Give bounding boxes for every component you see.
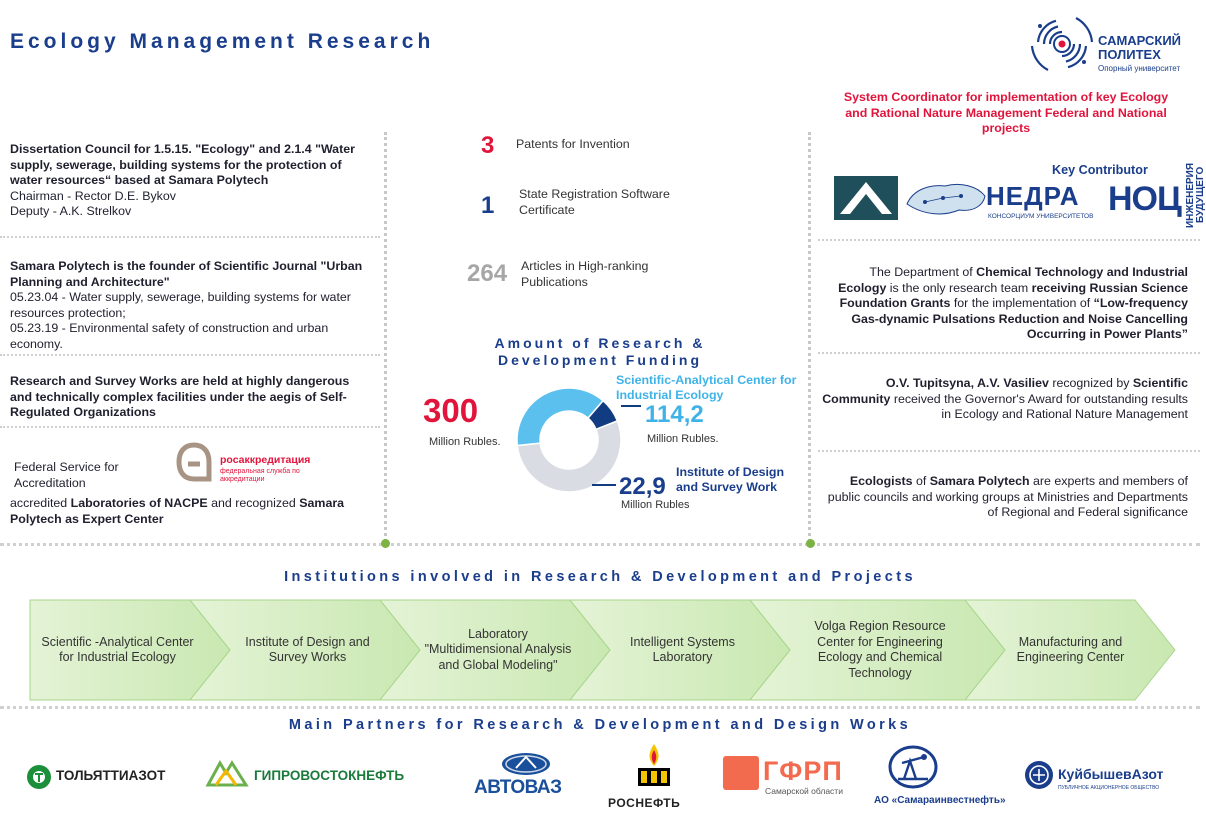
rosaccreditation-icon (176, 442, 212, 482)
total-funding-unit: Million Rubles. (429, 436, 501, 448)
giprovostokneft-icon (206, 759, 248, 787)
page-title: Ecology Management Research (10, 30, 435, 53)
accreditation-text: accredited Laboratories of NACPE and recognized Samara Polytech as Expert Center (10, 496, 345, 526)
stat-software-number: 1 (481, 192, 495, 219)
funding-title: Amount of Research & Development Funding (494, 335, 706, 368)
noc-vertical-text: ИНЖЕНЕРИЯ БУДУЩЕГО (1185, 162, 1206, 228)
partner-emblem-logo (834, 176, 898, 220)
center-funding-value: 114,2 (645, 401, 704, 428)
partner-gfrp: ГФРП Самарской области (723, 756, 853, 798)
togliattiazot-icon (26, 764, 52, 790)
partner-togliattiazot: ТОЛЬЯТТИАЗОТ (26, 762, 226, 792)
logo-subtitle: Опорный университет (1098, 64, 1181, 73)
samara-polytech-logo (1028, 12, 1194, 76)
partner-rosneft: РОСНЕФТЬ (605, 742, 705, 812)
right-column-divider (808, 132, 811, 542)
avtovaz-icon (500, 752, 552, 776)
partner-giprovostokneft: ГИПРОВОСТОКНЕФТЬ (206, 757, 446, 793)
stat-patents-label: Patents for Invention (516, 137, 630, 151)
kuibyshevazot-icon (1024, 760, 1054, 790)
left-separator-2 (0, 354, 380, 356)
right-separator-2 (818, 352, 1200, 354)
institute-funding-value: 22,9 (619, 473, 666, 500)
institute-funding-name: Institute of Design and Survey Work (676, 465, 785, 494)
key-contributor-label: Key Contributor (1052, 163, 1148, 177)
nedra-subtitle: КОНСОРЦИУМ УНИВЕРСИТЕТОВ (988, 213, 1094, 220)
nedra-logo: НЕДРА (986, 181, 1080, 211)
stat-software-label: State Registration Software Certificate (519, 187, 670, 217)
department-grants: The Department of Chemical Technology and Industrial Ecology is the only research team receiving Russian Science Foundation Grants for the implementation of “Low-frequency Gas-dynamic Pulsations Reduction and Noise Cancelling Occurring in Power Plants” (838, 265, 1188, 341)
noc-logo: НОЦ (1108, 180, 1181, 218)
stat-articles-number: 264 (467, 260, 508, 287)
divider-dot-right (806, 539, 815, 548)
institution-item: Laboratory "Multidimensional Analysis and Global Modeling" (424, 626, 572, 672)
institution-item: Intelligent Systems Laboratory (630, 634, 735, 664)
institute-funding-unit: Million Rubles (621, 499, 690, 511)
partner-samarainvestneft: АО «Самараинвестнефть» (874, 745, 1014, 815)
accreditation-service: Federal Service for Accreditation (14, 460, 119, 490)
horizontal-divider (0, 543, 1200, 546)
institutions-chevrons (30, 600, 1180, 700)
stat-articles-label: Articles in High-ranking Publications (521, 259, 649, 289)
institution-item: Volga Region Resource Center for Engineering Ecology and Chemical Technology (814, 619, 946, 680)
right-separator-1 (818, 239, 1200, 241)
russia-map-icon (903, 176, 989, 222)
governor-award: O.V. Tupitsyna, A.V. Vasiliev recognized by Scientific Community received the Governor's Award for outstanding results in Ecology and Rational Nature Management (822, 376, 1188, 421)
total-funding-value: 300 (423, 392, 479, 429)
left-column-divider (384, 132, 387, 542)
dissertation-council: Dissertation Council for 1.5.15. "Ecology" and 2.1.4 "Water supply, sewerage, building systems for the protection of water resources“ based at Samara Polytech Chairman - Rector D.E. Bykov Deputy - A.K. Strelkov (10, 142, 355, 218)
mountain-icon (834, 176, 898, 220)
ecologists-experts: Ecologists of Samara Polytech are experts and members of public councils and working groups at Ministries and Departments of Regional and Federal significance (827, 474, 1188, 519)
institution-item: Institute of Design and Survey Works (245, 634, 370, 664)
partner-avtovaz: АВТОВАЗ (474, 752, 578, 800)
institution-item: Manufacturing and Engineering Center (1016, 634, 1125, 664)
center-funding-name: Scientific-Analytical Center for Industrial Ecology (616, 373, 797, 402)
left-separator-1 (0, 236, 380, 238)
survey-works: Research and Survey Works are held at highly dangerous and technically complex facilities under the aegis of Self-Regulated Organizations (10, 374, 350, 419)
system-coordinator: System Coordinator for implementation of key Ecology and Rational Nature Management Federal and National projects (843, 90, 1169, 135)
institution-item: Scientific -Analytical Center for Industrial Ecology (41, 634, 194, 664)
logo-name: САМАРСКИЙ ПОЛИТЕХ (1098, 33, 1182, 62)
rosneft-icon (637, 742, 671, 788)
rosaccreditation-logo: росаккредитация федеральная служба по аккредитации (172, 428, 358, 488)
divider-dot-left (381, 539, 390, 548)
journal-block: Samara Polytech is the founder of Scientific Journal "Urban Planning and Architecture" 05.23.04 - Water supply, sewerage, building systems for water resources protection; 05.23.19 - Environmental safety of construction and urban economy. (10, 259, 363, 351)
funding-donut-chart (514, 385, 624, 495)
partners-title: Main Partners for Research & Development and Design Works (288, 717, 912, 733)
oil-pump-icon (888, 745, 938, 789)
polytech-logo-icon (1028, 12, 1096, 76)
institutions-title: Institutions involved in Research & Development and Projects (284, 569, 916, 585)
institute-leader-line (592, 484, 616, 486)
partner-kuibyshevazot: КуйбышевАзот ПУБЛИЧНОЕ АКЦИОНЕРНОЕ ОБЩЕСТВО (1024, 760, 1184, 800)
partners-divider (0, 706, 1200, 709)
gfrp-icon (723, 756, 759, 790)
center-funding-unit: Million Rubles. (647, 433, 719, 445)
center-leader-line (621, 405, 641, 407)
stat-patents-number: 3 (481, 132, 495, 159)
right-separator-3 (818, 450, 1200, 452)
